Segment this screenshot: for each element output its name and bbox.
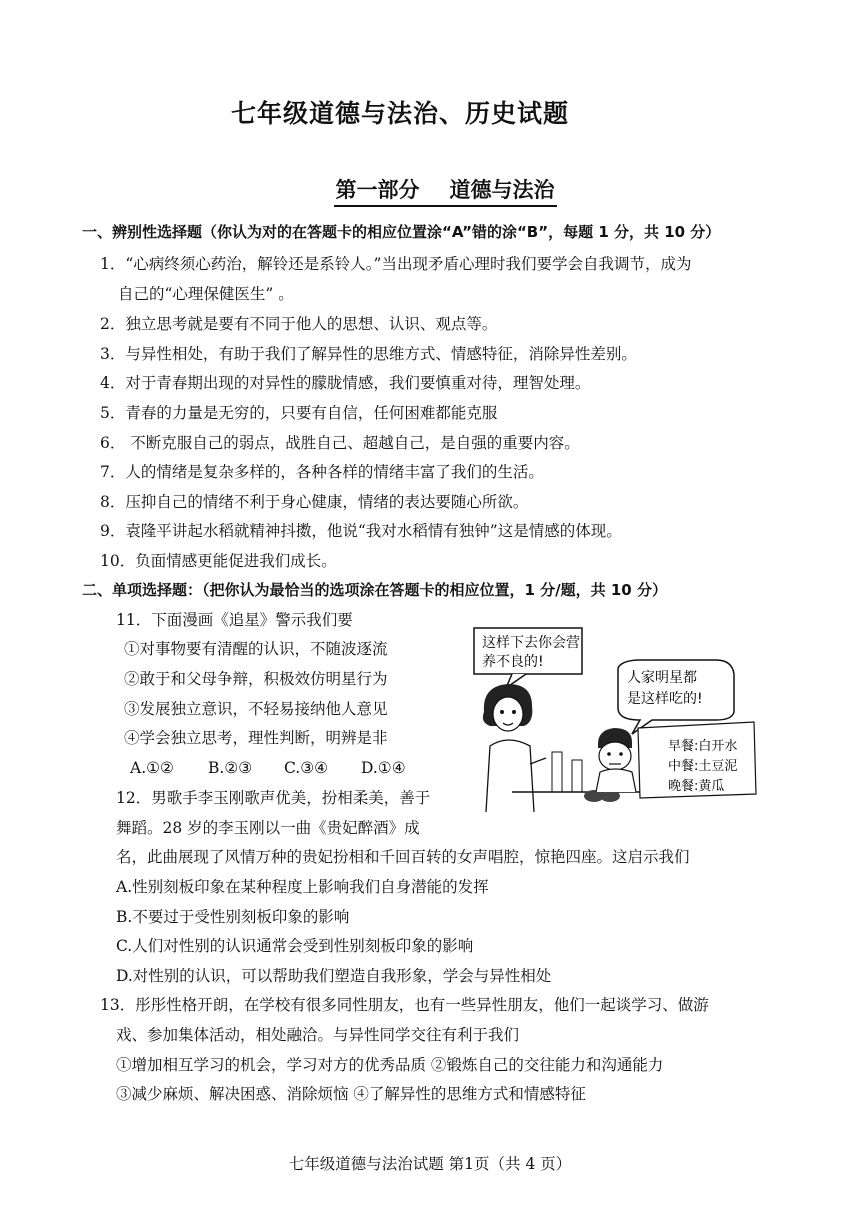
question-12-option-b: B.不要过于受性别刻板印象的影响 — [116, 908, 350, 926]
question-9: 9．袁隆平讲起水稻就精神抖擞，他说“我对水稻情有独钟”这是情感的体现。 — [100, 522, 622, 540]
bubble2-line1: 人家明星都 — [627, 670, 697, 686]
question-12-line3: 名，此曲展现了风情万种的贵妃扮相和千回百转的女声唱腔，惊艳四座。这启示我们 — [116, 848, 690, 866]
question-12-option-d: D.对性别的认识，可以帮助我们塑造自我形象，学会与异性相处 — [116, 967, 552, 985]
bubble1-line2: 养不良的! — [482, 654, 544, 670]
question-8: 8．压抑自己的情绪不利于身心健康，情绪的表达要随心所欲。 — [100, 493, 529, 511]
question-3: 3．与异性相处，有助于我们了解异性的思维方式、情感特征，消除异性差别。 — [100, 345, 637, 363]
question-11-choice-a: A.①② — [130, 759, 174, 777]
child-figure — [596, 728, 636, 792]
question-5: 5．青春的力量是无穷的，只要有自信，任何困难都能克服 — [100, 404, 498, 422]
menu-dinner: 晚餐:黄瓜 — [668, 779, 725, 794]
part-heading — [0, 174, 860, 207]
part-heading-underline — [334, 174, 557, 207]
question-13-line2: 戏、参加集体活动，相处融洽。与异性同学交往有利于我们 — [116, 1026, 520, 1044]
question-12-option-a: A.性别刻板印象在某种程度上影响我们自身潜能的发挥 — [116, 878, 489, 896]
question-11-choice-c: C.③④ — [284, 759, 329, 777]
question-1-line1: 1．“心病终须心药治，解铃还是系铃人。”当出现矛盾心理时我们要学会自我调节，成为 — [100, 255, 692, 273]
question-11-option-2: ②敢于和父母争辩，积极效仿明星行为 — [124, 670, 388, 688]
question-2: 2．独立思考就是要有不同于他人的思想、认识、观点等。 — [100, 315, 498, 333]
part-name: 道德与法治 — [449, 178, 555, 202]
question-1-line2: 自己的“心理保健医生” 。 — [118, 285, 294, 303]
mother-figure — [483, 684, 546, 812]
question-12-line1: 12．男歌手李玉刚歌声优美，扮相柔美，善于 — [116, 789, 431, 807]
question-13-line1: 13．彤彤性格开朗，在学校有很多同性朋友，也有一些异性朋友，他们一起谈学习、做游 — [100, 996, 709, 1014]
bubble1-line1: 这样下去你会营 — [482, 635, 580, 651]
comic-illustration — [472, 622, 760, 812]
menu-lunch: 中餐:土豆泥 — [668, 759, 738, 774]
question-7: 7．人的情绪是复杂多样的，各种各样的情绪丰富了我们的生活。 — [100, 463, 544, 481]
question-12-line2: 舞蹈。28 岁的李玉刚以一曲《贵妃醉酒》成 — [116, 819, 420, 837]
question-11-option-4: ④学会独立思考，理性判断，明辨是非 — [124, 729, 388, 747]
section2-heading: 二、单项选择题：（把你认为最恰当的选项涂在答题卡的相应位置，1 分/题，共 10 分） — [82, 581, 667, 599]
question-6: 6． 不断克服自己的弱点，战胜自己、超越自己，是自强的重要内容。 — [100, 434, 580, 452]
page-footer: 七年级道德与法治试题 第1页（共 4 页） — [288, 1155, 572, 1173]
question-13-line4: ③减少麻烦、解决困惑、消除烦恼 ④了解异性的思维方式和情感特征 — [116, 1085, 586, 1103]
question-11-option-1: ①对事物要有清醒的认识，不随波逐流 — [124, 640, 388, 658]
question-11-stem: 11．下面漫画《追星》警示我们要 — [116, 611, 353, 629]
menu-breakfast: 早餐:白开水 — [668, 739, 738, 754]
page-title: 七年级道德与法治、历史试题 — [230, 99, 569, 128]
section1-heading: 一、辨别性选择题（你认为对的在答题卡的相应位置涂“A”错的涂“B”，每题 1 分，共 10 分） — [82, 223, 721, 241]
question-13-line3: ①增加相互学习的机会，学习对方的优秀品质 ②锻炼自己的交往能力和沟通能力 — [116, 1056, 664, 1074]
question-11-choice-b: B.②③ — [208, 759, 253, 777]
question-10: 10．负面情感更能促进我们成长。 — [100, 552, 337, 570]
bubble2-line2: 是这样吃的! — [627, 691, 703, 707]
question-4: 4．对于青春期出现的对异性的朦胧情感，我们要慎重对待，理智处理。 — [100, 374, 591, 392]
part-label: 第一部分 — [335, 178, 420, 202]
question-11-option-3: ③发展独立意识，不轻易接纳他人意见 — [124, 700, 388, 718]
question-12-option-c: C.人们对性别的认识通常会受到性别刻板印象的影响 — [116, 937, 474, 955]
question-11-choice-d: D.①④ — [361, 759, 406, 777]
